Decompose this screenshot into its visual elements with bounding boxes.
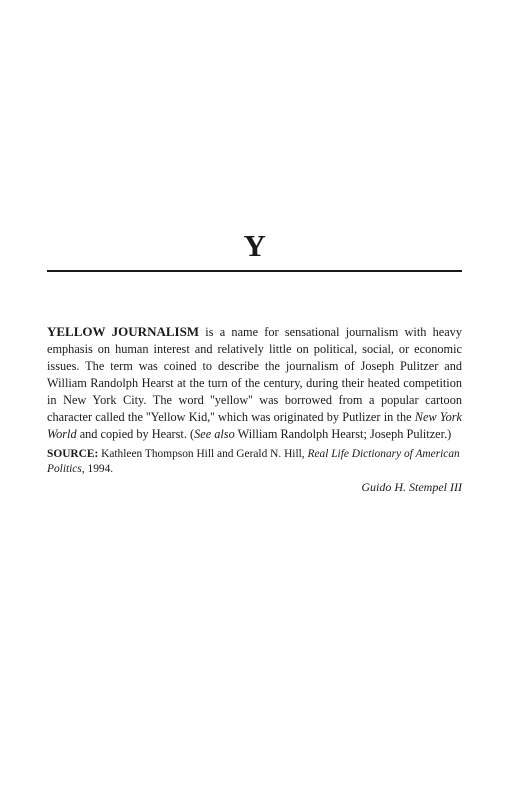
see-also-references: William Randolph Hearst; Joseph Pulitzer.) xyxy=(234,427,452,441)
dictionary-entry xyxy=(47,323,462,496)
source-label: SOURCE: xyxy=(47,448,99,460)
source-authors: Kathleen Thompson Hill and Gerald N. Hill, xyxy=(98,448,308,460)
newspaper-title: New York World xyxy=(47,410,462,441)
source-citation xyxy=(47,447,462,477)
entry-text-part-1: is a name for sensational journalism with heavy emphasis on human interest and relatively little on political, social, or economic issues. The term was coined to describe the journalism of Joseph Pulitzer and William Randolph Hearst at the turn of the century, during their heated competition in New York City. The word ''yellow'' was borrowed from a popular cartoon character called the ''Yellow Kid,'' which was originated by Putlizer in the xyxy=(47,325,462,424)
see-also-label: See also xyxy=(194,427,235,441)
source-year: , 1994. xyxy=(81,463,114,475)
source-title: Real Life Dictionary of American Politics xyxy=(47,448,460,475)
entry-text-part-2: and copied by Hearst. ( xyxy=(76,427,195,441)
entry-headword: YELLOW JOURNALISM xyxy=(47,324,200,339)
section-divider-rule xyxy=(47,270,462,272)
contributor-name: Guido H. Stempel III xyxy=(361,480,462,494)
entry-body xyxy=(47,323,462,443)
section-letter-heading: Y xyxy=(243,228,267,263)
